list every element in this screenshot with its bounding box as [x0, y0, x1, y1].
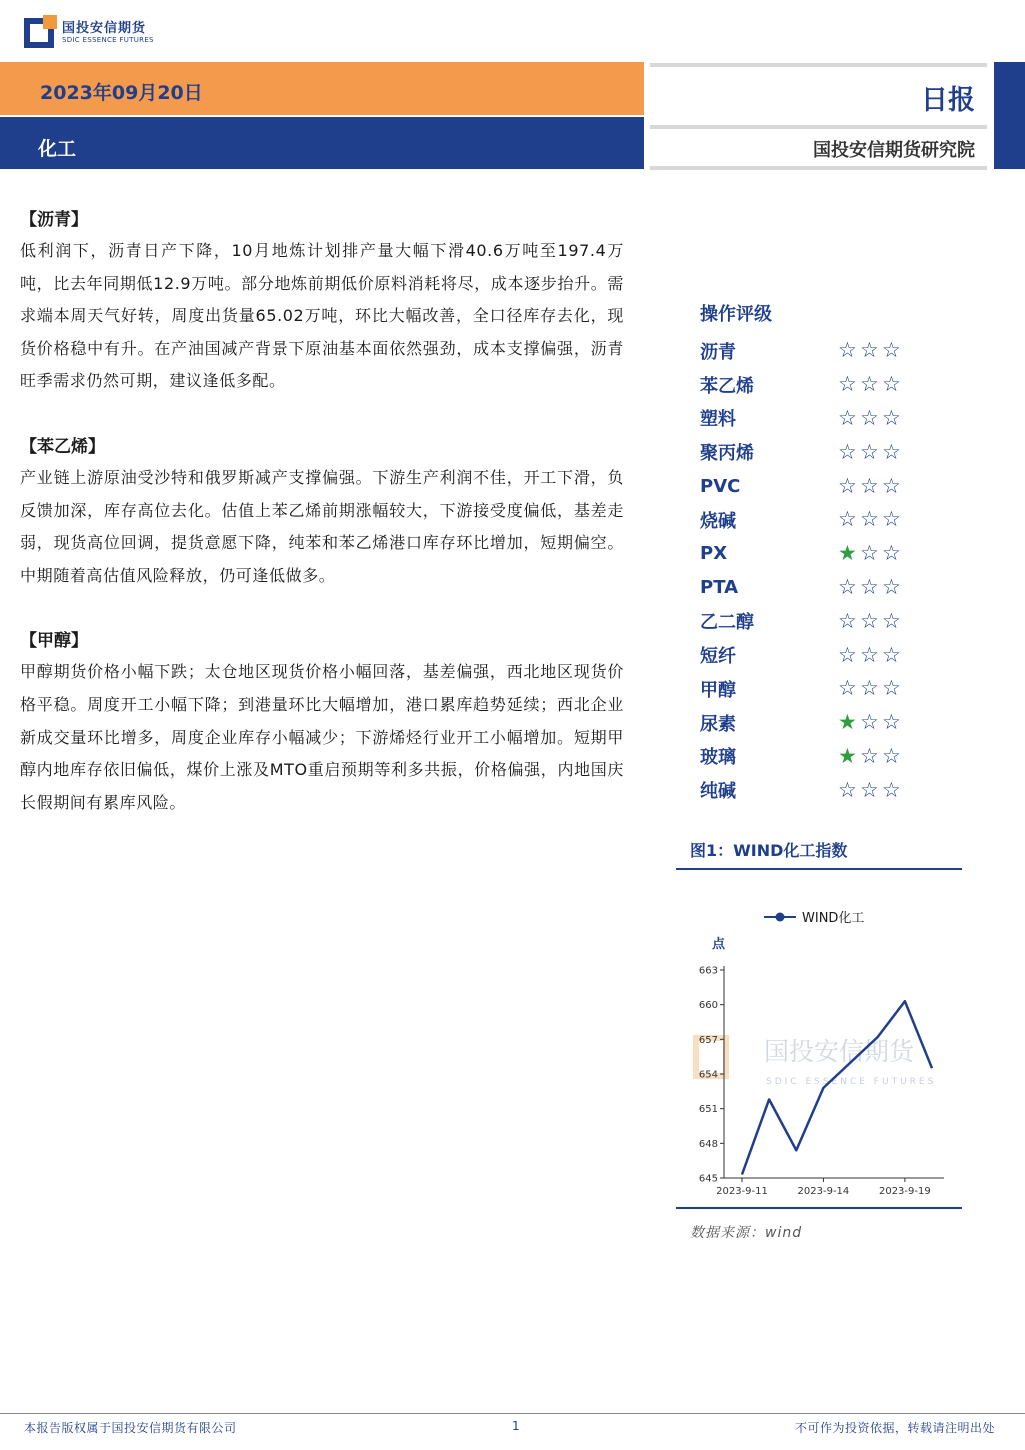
section-title: 【沥青】: [20, 210, 88, 230]
rating-stars: [838, 574, 904, 599]
rating-stars: [838, 405, 904, 430]
series-line-wind-chemical: [742, 1001, 932, 1174]
x-tick-label: 2023-9-14: [797, 1186, 850, 1197]
rating-row: [700, 706, 960, 740]
header-sector-band: [0, 117, 644, 169]
rating-stars: [838, 642, 904, 667]
rating-row: [700, 773, 960, 807]
rating-row: [700, 638, 960, 672]
rating-stars: [838, 678, 904, 699]
report-type: 日报: [921, 85, 975, 116]
x-tick-label: 2023-9-11: [716, 1186, 768, 1197]
empty-star-icon: ☆: [838, 473, 857, 498]
rating-name: 短纤: [700, 646, 736, 668]
header-divider: [650, 63, 987, 67]
empty-star-icon: ☆: [860, 473, 879, 498]
rating-name: PVC: [700, 475, 741, 497]
rating-row: [700, 402, 960, 436]
research-institute: 国投安信期货研究院: [813, 140, 975, 161]
section-methanol: [20, 626, 624, 819]
y-tick-label: 648: [698, 1138, 718, 1150]
rating-name: 甲醇: [700, 679, 736, 701]
rating-row: [700, 604, 960, 638]
section-body: 产业链上游原油受沙特和俄罗斯减产支撑偏强。下游生产利润不佳，开工下滑，负反馈加深，库存高位去化。估值上苯乙烯前期涨幅较大，下游接受度偏低，基差走弱，现货高位回调，提货意愿下降，纯苯和苯乙烯港口库存环比增加，短期偏空。中期随着高估值风险释放，仍可逢低做多。: [20, 467, 624, 585]
empty-star-icon: ☆: [860, 676, 879, 701]
rating-stars: [838, 543, 904, 564]
rating-name: PTA: [700, 576, 739, 598]
rating-row: [700, 571, 960, 605]
rating-name: 纯碱: [700, 781, 736, 803]
footer-copyright: 本报告版权属于国投安信期货有限公司: [24, 1421, 237, 1435]
section-title: 【苯乙烯】: [20, 436, 105, 457]
empty-star-icon: ☆: [860, 777, 879, 802]
rating-row: [700, 740, 960, 774]
rating-name: PX: [700, 543, 728, 565]
empty-star-icon: ☆: [882, 473, 901, 498]
y-axis-label: 点: [712, 937, 726, 952]
operation-rating-panel: [700, 300, 960, 807]
y-tick-label: 657: [698, 1034, 718, 1046]
y-tick-label: 663: [698, 965, 718, 977]
commentary-column: [20, 205, 624, 853]
empty-star-icon: ☆: [860, 743, 879, 768]
rating-name: 乙二醇: [700, 612, 754, 634]
header-edge-block: [994, 62, 1025, 169]
rating-stars: [838, 439, 904, 464]
data-source: 数据来源：wind: [690, 1225, 803, 1241]
empty-star-icon: ☆: [882, 642, 901, 667]
y-tick-label: 645: [698, 1173, 718, 1185]
empty-star-icon: ☆: [860, 574, 879, 599]
x-tick-label: 2023-9-19: [878, 1186, 931, 1197]
logo-name-en: SDIC ESSENCE FUTURES: [62, 36, 154, 44]
empty-star-icon: ☆: [882, 608, 901, 633]
rating-name: 沥青: [700, 341, 736, 363]
empty-star-icon: ☆: [838, 439, 857, 464]
empty-star-icon: ☆: [860, 608, 879, 633]
company-logo: [24, 18, 154, 48]
header-divider: [650, 125, 987, 129]
footer-disclaimer: 不可作为投资依据，转载请注明出处: [794, 1421, 995, 1435]
page-number: 1: [512, 1419, 520, 1433]
y-tick-label: 660: [698, 1000, 718, 1012]
empty-star-icon: ☆: [860, 439, 879, 464]
chart-svg: [676, 872, 962, 1206]
y-tick-label: 651: [698, 1104, 718, 1116]
rating-row: [700, 672, 960, 706]
empty-star-icon: ☆: [882, 507, 901, 532]
rating-row: [700, 503, 960, 537]
section-asphalt: [20, 205, 624, 398]
rating-stars: [838, 777, 904, 802]
rating-name: 苯乙烯: [700, 375, 754, 397]
figure-title: 图1：WIND化工指数: [690, 841, 848, 860]
rating-stars: [838, 712, 904, 733]
figure-divider: [676, 868, 962, 870]
empty-star-icon: ☆: [860, 541, 879, 566]
filled-star-icon: ★: [838, 710, 857, 735]
rating-stars: [838, 608, 904, 633]
filled-star-icon: ★: [838, 541, 857, 566]
figure-divider: [676, 1207, 962, 1209]
rating-row: [700, 469, 960, 503]
empty-star-icon: ☆: [838, 574, 857, 599]
empty-star-icon: ☆: [882, 743, 901, 768]
filled-star-icon: ★: [838, 743, 857, 768]
section-body: 低利润下，沥青日产下降，10月地炼计划排产量大幅下滑40.6万吨至197.4万吨，比去年同期低12.9万吨。部分地炼前期低价原料消耗将尽，成本逐步抬升。需求端本周天气好转，周度出货量65.02万吨，环比大幅改善，全口径库存去化，现货价格稳中有升。在产油国减产背景下原油基本面依然强劲，成本支撑偏强，沥青旺季需求仍然可期，建议逢低多配。: [20, 241, 624, 391]
rating-name: 玻璃: [700, 747, 736, 769]
empty-star-icon: ☆: [860, 405, 879, 430]
report-sector: 化工: [38, 138, 77, 160]
empty-star-icon: ☆: [882, 710, 901, 735]
watermark-text-en: SDIC ESSENCE FUTURES: [766, 1077, 937, 1087]
header-divider: [650, 166, 987, 170]
rating-title: 操作评级: [700, 304, 772, 325]
empty-star-icon: ☆: [838, 405, 857, 430]
empty-star-icon: ☆: [838, 642, 857, 667]
empty-star-icon: ☆: [882, 338, 901, 363]
section-title: 【甲醇】: [20, 631, 88, 652]
empty-star-icon: ☆: [838, 372, 857, 397]
empty-star-icon: ☆: [860, 710, 879, 735]
empty-star-icon: ☆: [860, 642, 879, 667]
empty-star-icon: ☆: [882, 439, 901, 464]
logo-name-cn: 国投安信期货: [62, 21, 147, 36]
rating-name: 尿素: [700, 713, 736, 735]
empty-star-icon: ☆: [838, 507, 857, 532]
rating-stars: [838, 743, 904, 768]
empty-star-icon: ☆: [838, 608, 857, 633]
footer-divider: [0, 1413, 1025, 1414]
logo-mark-icon: [24, 18, 54, 48]
watermark-text: 国投安信期货: [764, 1037, 915, 1066]
y-tick-label: 654: [698, 1069, 718, 1081]
empty-star-icon: ☆: [838, 338, 857, 363]
empty-star-icon: ☆: [860, 338, 879, 363]
rating-stars: [838, 509, 904, 530]
rating-stars: [838, 473, 904, 498]
legend-marker: [776, 913, 785, 922]
rating-row: [700, 368, 960, 402]
section-body: 甲醇期货价格小幅下跌；太仓地区现货价格小幅回落，基差偏强，西北地区现货价格平稳。周度开工小幅下降；到港量环比大幅增加，港口累库趋势延续；西北企业新成交量环比增多，周度企业库存小幅减少；下游烯烃行业开工小幅增加。短期甲醇内地库存依旧偏低，煤价上涨及MTO重启预期等利多共振，价格偏强，内地国庆长假期间有累库风险。: [20, 662, 624, 812]
rating-stars: [838, 340, 904, 361]
empty-star-icon: ☆: [860, 372, 879, 397]
empty-star-icon: ☆: [882, 372, 901, 397]
rating-row: [700, 435, 960, 469]
rating-row: [700, 537, 960, 571]
rating-row: [700, 334, 960, 368]
empty-star-icon: ☆: [838, 777, 857, 802]
report-date: 2023年09月20日: [40, 82, 203, 104]
empty-star-icon: ☆: [882, 676, 901, 701]
rating-stars: [838, 374, 904, 395]
section-styrene: [20, 432, 624, 592]
legend-label: WIND化工: [802, 911, 865, 926]
rating-name: 塑料: [700, 409, 736, 431]
rating-name: 聚丙烯: [700, 443, 754, 465]
empty-star-icon: ☆: [882, 541, 901, 566]
wind-chemical-index-chart: [676, 872, 962, 1206]
empty-star-icon: ☆: [838, 676, 857, 701]
empty-star-icon: ☆: [882, 405, 901, 430]
empty-star-icon: ☆: [882, 574, 901, 599]
empty-star-icon: ☆: [882, 777, 901, 802]
rating-name: 烧碱: [700, 510, 736, 532]
empty-star-icon: ☆: [860, 507, 879, 532]
